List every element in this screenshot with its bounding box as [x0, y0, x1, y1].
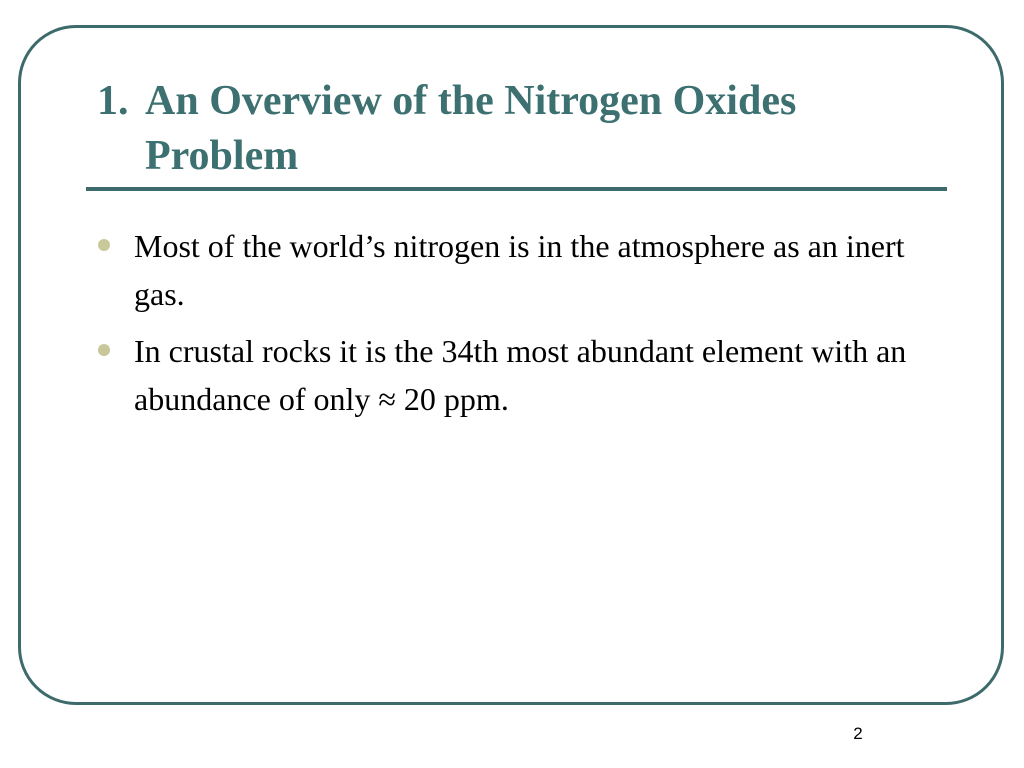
title-text: An Overview of the Nitrogen Oxides Problem — [145, 78, 797, 179]
bullet-text: Most of the world’s nitrogen is in the atmosphere as an inert gas. — [134, 228, 905, 312]
slide-title — [97, 74, 937, 184]
title-divider — [86, 187, 947, 191]
bullet-marker-icon — [98, 344, 110, 356]
bullet-marker-icon — [98, 239, 110, 251]
bullet-item — [96, 222, 936, 318]
title-number: 1. — [97, 78, 129, 124]
bullet-item — [96, 327, 936, 423]
page-number: 2 — [853, 724, 863, 743]
bullet-text: In crustal rocks it is the 34th most abundant element with an abundance of only ≈ 20 ppm. — [134, 333, 907, 417]
bullet-list — [96, 222, 936, 432]
